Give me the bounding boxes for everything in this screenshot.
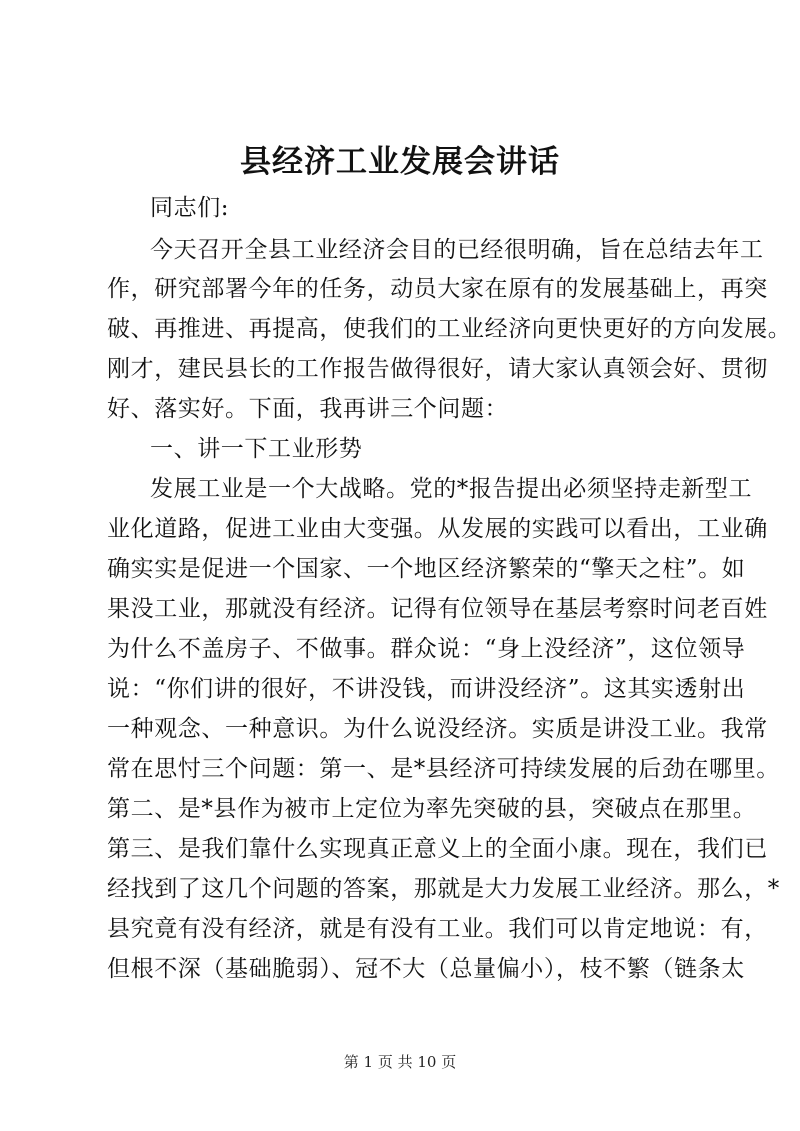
paragraph-line: 说：“你们讲的很好，不讲没钱，而讲没经济”。这其实透射出 — [107, 676, 746, 702]
paragraph-line: 破、再推进、再提高，使我们的工业经济向更快更好的方向发展。 — [107, 316, 792, 342]
paragraph-line: 业化道路，促进工业由大变强。从发展的实践可以看出，工业确 — [107, 516, 768, 542]
paragraph-line: 为什么不盖房子、不做事。群众说：“身上没经济”，这位领导 — [107, 636, 746, 662]
paragraph-line: 常在思忖三个问题：第一、是*县经济可持续发展的后劲在哪里。 — [107, 756, 780, 782]
page-number-footer: 第 1 页 共 10 页 — [343, 1053, 457, 1071]
paragraph-line: 但根不深（基础脆弱）、冠不大（总量偏小），枝不繁（链条太 — [107, 956, 745, 982]
section-heading: 一、讲一下工业形势 — [150, 436, 363, 462]
paragraph-line: 发展工业是一个大战略。党的*报告提出必须坚持走新型工 — [150, 476, 753, 502]
document-title: 县经济工业发展会讲话 — [240, 144, 560, 180]
paragraph-line: 县究竟有没有经济，就是有没有工业。我们可以肯定地说：有， — [107, 916, 768, 942]
paragraph-line: 第三、是我们靠什么实现真正意义上的全面小康。现在，我们已 — [107, 836, 768, 862]
paragraph-line: 一种观念、一种意识。为什么说没经济。实质是讲没工业。我常 — [107, 716, 768, 742]
paragraph-line: 好、落实好。下面，我再讲三个问题： — [107, 396, 509, 422]
paragraph-line: 经找到了这几个问题的答案，那就是大力发展工业经济。那么，* — [107, 876, 780, 902]
salutation: 同志们: — [150, 195, 230, 221]
paragraph-line: 第二、是*县作为被市上定位为率先突破的县，突破点在那里。 — [107, 796, 757, 822]
paragraph-line: 今天召开全县工业经济会目的已经很明确，旨在总结去年工 — [150, 237, 764, 263]
paragraph-line: 刚才，建民县长的工作报告做得很好，请大家认真领会好、贯彻 — [107, 356, 768, 382]
paragraph-line: 确实实是促进一个国家、一个地区经济繁荣的“擎天之柱”。如 — [107, 556, 746, 582]
paragraph-line: 作，研究部署今年的任务，动员大家在原有的发展基础上，再突 — [107, 276, 768, 302]
paragraph-line: 果没工业，那就没有经济。记得有位领导在基层考察时问老百姓 — [107, 596, 768, 622]
